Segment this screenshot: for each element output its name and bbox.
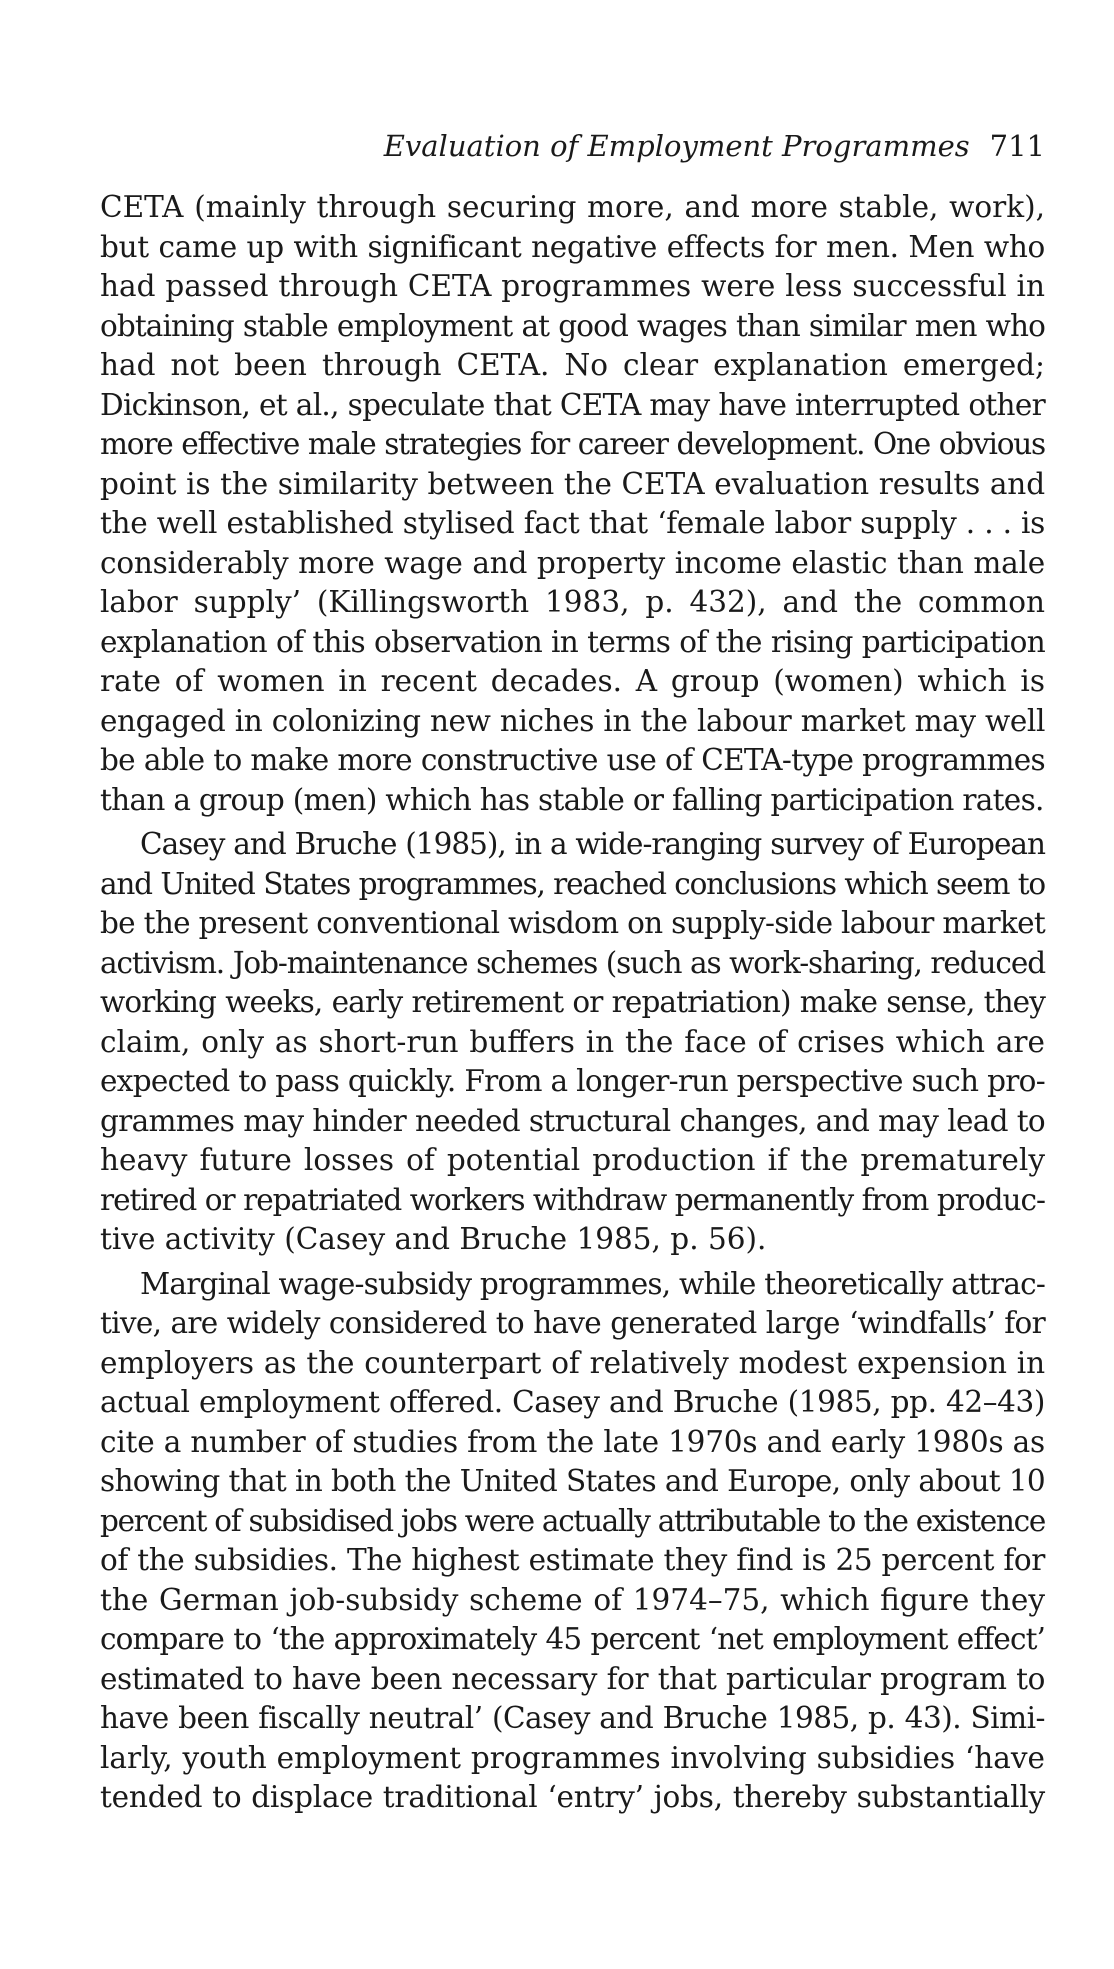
text-line: the German job-subsidy scheme of 1974–75, which figure they <box>100 1582 1045 1617</box>
text-line: be the present conventional wisdom on supply-side labour market <box>100 906 1045 940</box>
text-line: Dickinson, et al., speculate that CETA may have interrupted other <box>100 387 1045 422</box>
text-line: tive activity (Casey and Bruche 1985, p. 56). <box>100 1222 767 1256</box>
text-line: activism. Job-maintenance schemes (such as work-sharing, reduced <box>100 945 1045 980</box>
text-line: claim, only as short-run buffers in the face of crises which are <box>100 1024 1045 1059</box>
text-line: of the subsidies. The highest estimate they find is 25 percent for <box>100 1543 1045 1577</box>
text-line: estimated to have been necessary for that particular program to <box>100 1661 1045 1696</box>
body-text <box>100 188 1045 1818</box>
text-line: had passed through CETA programmes were less successful in <box>100 269 1045 303</box>
text-line: Marginal wage-subsidy programmes, while theoretically attrac- <box>140 1266 1045 1301</box>
text-line: obtaining stable employment at good wages than similar men who <box>100 308 1045 343</box>
text-line: larly, youth employment programmes involving subsidies ‘have <box>100 1740 1045 1775</box>
text-line: percent of subsidised jobs were actually attributable to the existence <box>100 1503 1045 1538</box>
text-line: had not been through CETA. No clear explanation emerged; <box>100 348 1045 382</box>
text-line: CETA (mainly through securing more, and more stable, work), <box>100 190 1045 224</box>
text-line: engaged in colonizing new niches in the labour market may well <box>100 703 1045 738</box>
text-line: labor supply’ (Killingsworth 1983, p. 432), and the common <box>100 585 1045 619</box>
text-line: and United States programmes, reached conclusions which seem to <box>100 866 1045 901</box>
paragraph-casey-bruche <box>100 825 1045 1260</box>
text-line: heavy future losses of potential production if the prematurely <box>100 1143 1045 1177</box>
text-line: actual employment offered. Casey and Bruche (1985, pp. 42–43) <box>100 1385 1045 1419</box>
text-line: Casey and Bruche (1985), in a wide-ranging survey of European <box>140 827 1045 861</box>
text-line: compare to ‘the approximately 45 percent ‘net employment effect’ <box>100 1622 1045 1656</box>
page-number: 711 <box>989 129 1045 163</box>
text-line: expected to pass quickly. From a longer-run perspective such pro- <box>100 1064 1045 1098</box>
text-line: tive, are widely considered to have generated large ‘windfalls’ for <box>100 1306 1045 1340</box>
text-line: considerably more wage and property income elastic than male <box>100 545 1045 580</box>
text-line: retired or repatriated workers withdraw permanently from produc- <box>100 1182 1045 1217</box>
running-header <box>100 128 1045 164</box>
paragraph-ceta-continuation <box>100 188 1045 820</box>
text-line: point is the similarity between the CETA evaluation results and <box>100 466 1045 501</box>
text-line: the well established stylised fact that ‘female labor supply . . . is <box>100 506 1045 540</box>
text-line: rate of women in recent decades. A group (women) which is <box>100 664 1045 698</box>
text-line: more effective male strategies for career development. One obvious <box>100 427 1045 461</box>
text-line: explanation of this observation in terms of the rising participation <box>100 624 1045 659</box>
text-line: but came up with significant negative effects for men. Men who <box>100 229 1045 264</box>
text-line: showing that in both the United States and Europe, only about 10 <box>100 1464 1045 1498</box>
running-title: Evaluation of Employment Programmes <box>383 129 970 163</box>
paragraph-wage-subsidy <box>100 1265 1045 1818</box>
text-line: employers as the counterpart of relatively modest expension in <box>100 1345 1045 1380</box>
text-line: than a group (men) which has stable or falling participation rates. <box>100 782 1044 817</box>
text-line: have been fiscally neutral’ (Casey and Bruche 1985, p. 43). Simi- <box>100 1701 1045 1735</box>
text-line: grammes may hinder needed structural changes, and may lead to <box>100 1103 1045 1138</box>
text-line: be able to make more constructive use of CETA-type programmes <box>100 743 1045 777</box>
text-line: tended to displace traditional ‘entry’ jobs, thereby substantially <box>100 1780 1045 1814</box>
text-line: working weeks, early retirement or repatriation) make sense, they <box>100 985 1045 1019</box>
text-line: cite a number of studies from the late 1970s and early 1980s as <box>100 1424 1045 1459</box>
